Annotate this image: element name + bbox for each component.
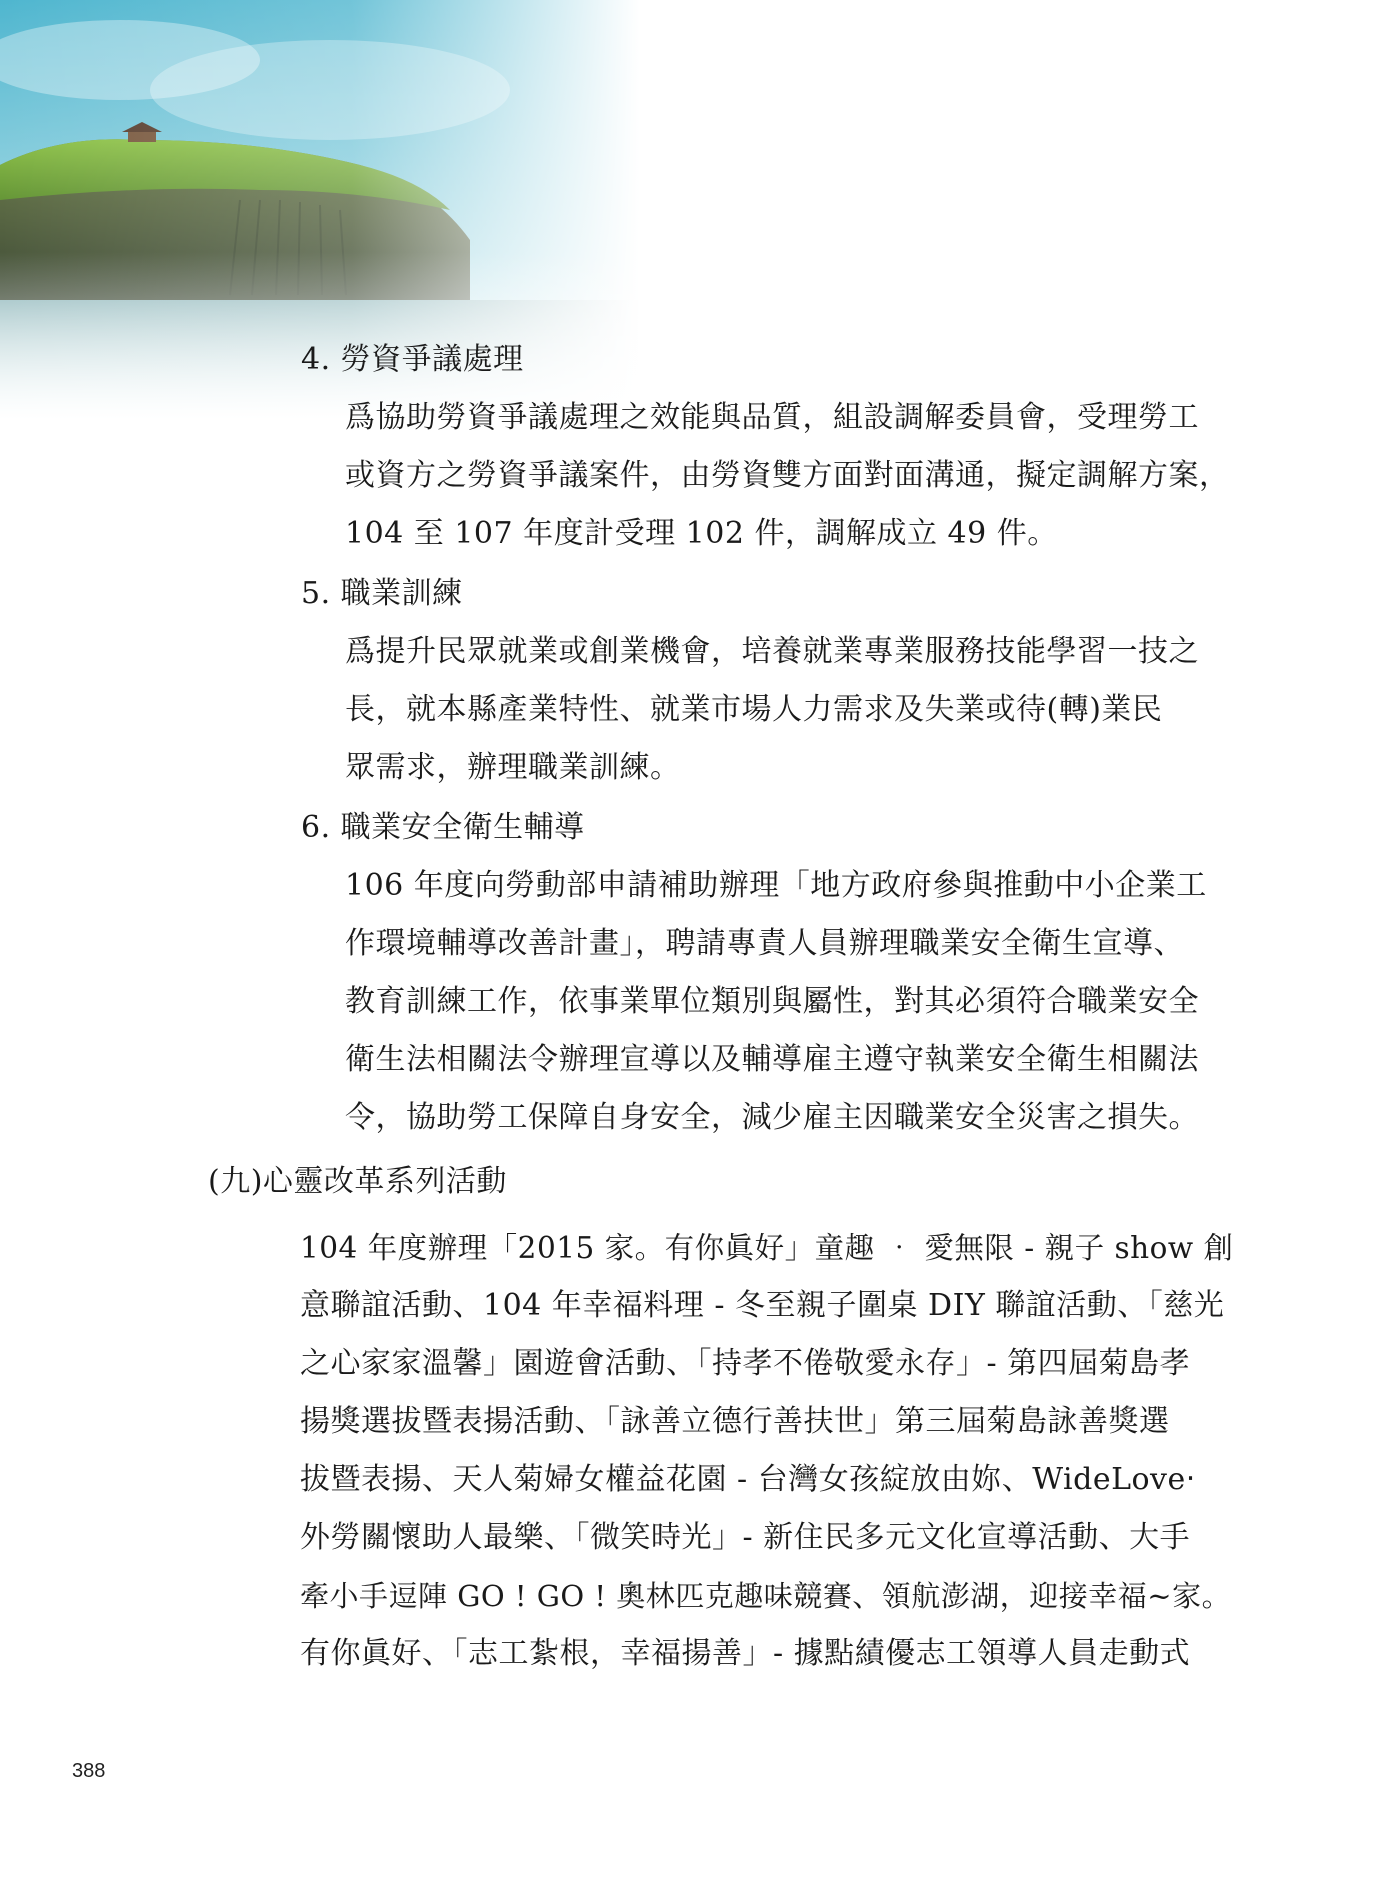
section-line-6: 外勞關懷助人最樂、「微笑時光」- 新住民多元文化宣導活動、大手 bbox=[300, 1520, 1191, 1555]
item-6-line-4: 衛生法相關法令辦理宣導以及輔導雇主遵守執業安全衛生相關法 bbox=[345, 1042, 1199, 1077]
item-6-line-2: 作環境輔導改善計畫」，聘請專責人員辦理職業安全衛生宣導、 bbox=[345, 926, 1184, 961]
item-6-line-5: 令，協助勞工保障自身安全，減少雇主因職業安全災害之損失。 bbox=[345, 1100, 1199, 1135]
item-5-heading: 5. 職業訓練 bbox=[301, 576, 463, 611]
item-6-heading: 6. 職業安全衛生輔導 bbox=[301, 810, 585, 845]
item-4-line-1: 爲協助勞資爭議處理之效能與品質，組設調解委員會，受理勞工 bbox=[345, 400, 1199, 435]
page-number: 388 bbox=[72, 1760, 106, 1782]
section-line-8: 有你眞好、「志工紮根，幸福揚善」- 據點績優志工領導人員走動式 bbox=[300, 1636, 1191, 1671]
item-4-heading: 4. 勞資爭議處理 bbox=[301, 342, 524, 377]
item-4-line-3: 104 至 107 年度計受理 102 件，調解成立 49 件。 bbox=[345, 516, 1058, 551]
section-line-5: 拔暨表揚、天人菊婦女權益花園 - 台灣女孩綻放由妳、WideLove‧ bbox=[300, 1462, 1196, 1497]
item-5-line-3: 眾需求，辦理職業訓練。 bbox=[345, 750, 681, 785]
item-6-line-1: 106 年度向勞動部申請補助辦理「地方政府參與推動中小企業工 bbox=[345, 868, 1207, 903]
item-4-line-2: 或資方之勞資爭議案件，由勞資雙方面對面溝通，擬定調解方案， bbox=[345, 458, 1230, 493]
section-line-7: 牽小手逗陣 GO ! GO ! 奧林匹克趣味競賽、領航澎湖，迎接幸福~家。 bbox=[300, 1579, 1232, 1613]
section-line-2: 意聯誼活動、104 年幸福料理 - 冬至親子圍桌 DIY 聯誼活動、「慈光 bbox=[300, 1288, 1225, 1323]
section-line-1: 104 年度辦理「2015 家。有你眞好」童趣 ‧ 愛無限 - 親子 show 創 bbox=[300, 1231, 1234, 1265]
section-line-4: 揚獎選拔暨表揚活動、「詠善立德行善扶世」第三屆菊島詠善獎選 bbox=[300, 1404, 1170, 1439]
section-heading: (九)心靈改革系列活動 bbox=[208, 1164, 507, 1199]
item-6-line-3: 教育訓練工作，依事業單位類別與屬性，對其必須符合職業安全 bbox=[345, 984, 1199, 1019]
item-5-line-2: 長，就本縣產業特性、就業市場人力需求及失業或待(轉)業民 bbox=[345, 692, 1163, 727]
item-5-line-1: 爲提升民眾就業或創業機會，培養就業專業服務技能學習一技之 bbox=[345, 634, 1199, 669]
section-line-3: 之心家家溫馨」園遊會活動、「持孝不倦敬愛永存」- 第四屆菊島孝 bbox=[300, 1346, 1191, 1381]
